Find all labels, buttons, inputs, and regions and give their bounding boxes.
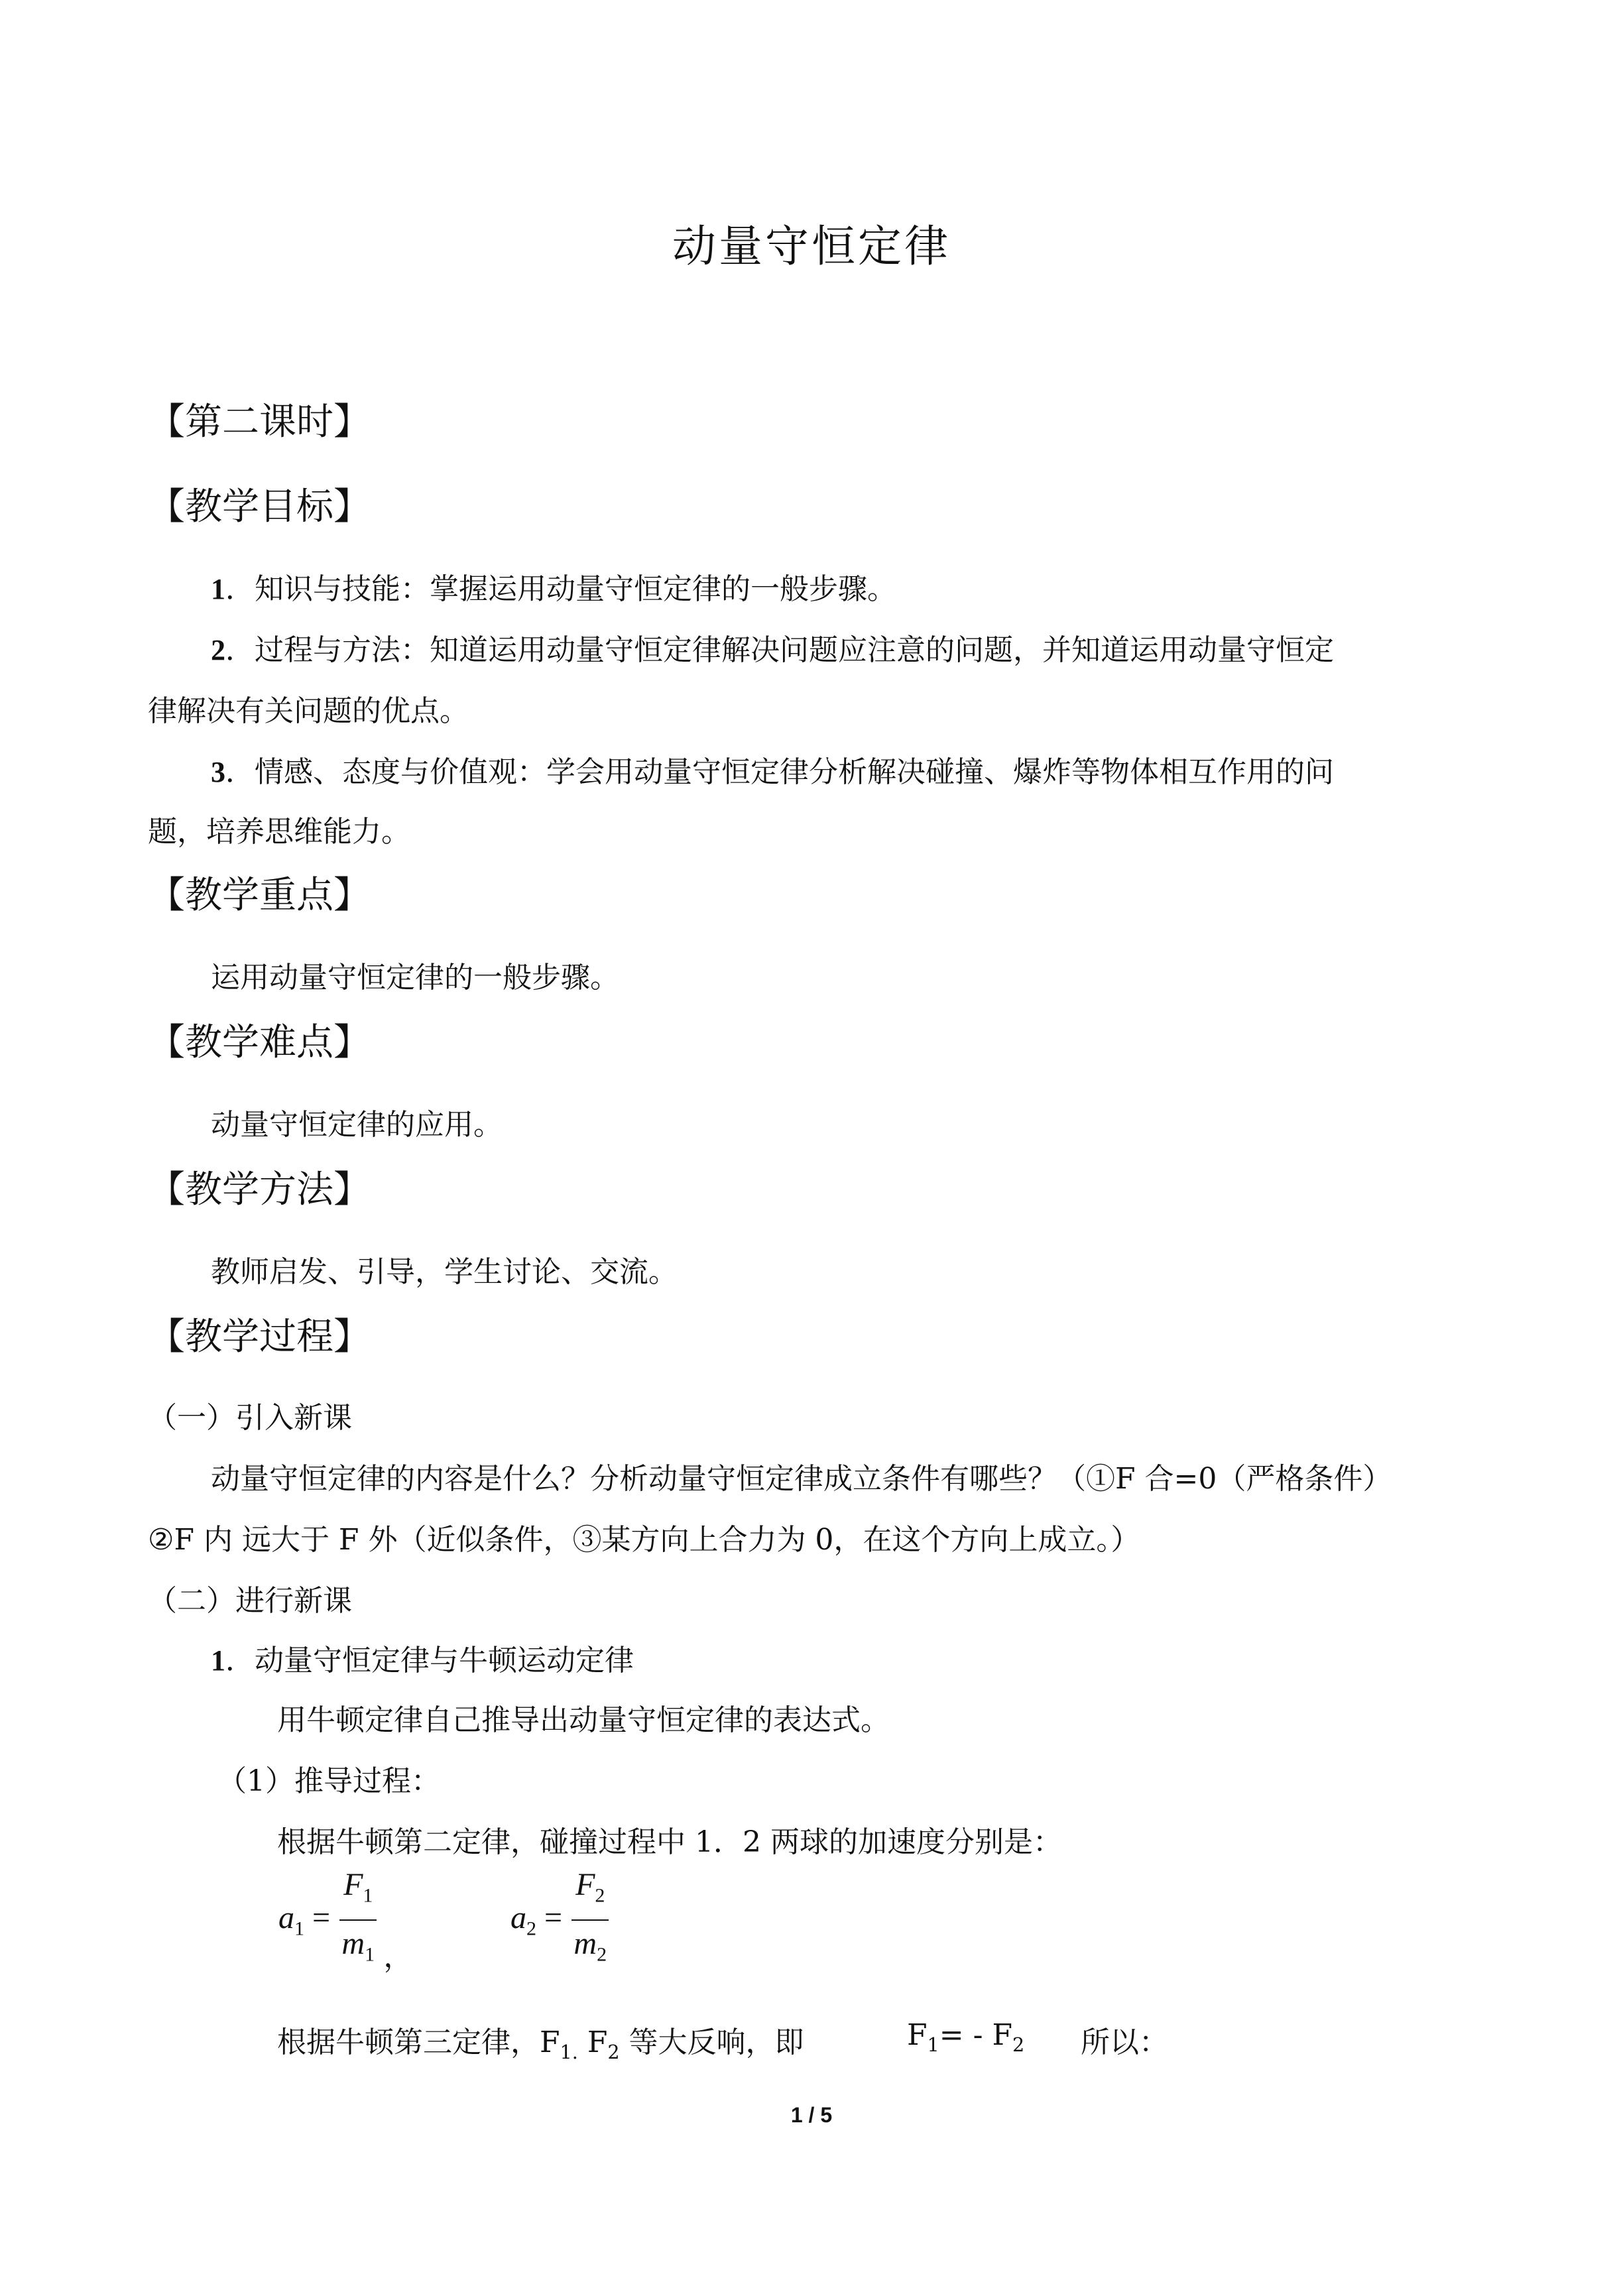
goal-2: [211, 626, 1334, 668]
goal-1-text: ．知识与技能：掌握运用动量守恒定律的一般步骤。: [225, 572, 896, 606]
method-heading: 【教学方法】: [148, 1168, 371, 1211]
page-title: 动量守恒定律: [672, 221, 951, 272]
key-text: 运用动量守恒定律的一般步骤。: [211, 961, 619, 995]
part-1-text-a: 动量守恒定律的内容是什么？分析动量守恒定律成立条件有哪些？（①F 合=0（严格条件）: [211, 1462, 1392, 1496]
formula-a1: [278, 1864, 412, 1975]
goal-3-text-b: 题，培养思维能力。: [148, 815, 410, 849]
goal-2-text-b: 律解决有关问题的优点。: [148, 694, 469, 728]
subsection-1: [211, 1636, 634, 1679]
goal-2-number: 2: [211, 634, 225, 666]
step-1-text: 根据牛顿第二定律，碰撞过程中 1．2 两球的加速度分别是：: [277, 1825, 1062, 1859]
lesson-heading: 【第二课时】: [148, 400, 371, 444]
part-1-heading: （一）引入新课: [148, 1401, 352, 1435]
goal-1-number: 1: [211, 573, 225, 605]
difficulty-heading: 【教学难点】: [148, 1021, 371, 1064]
formula-a1-fraction: $\frac{F_1}{m_1}$: [339, 1864, 377, 1975]
subsection-1-text: ．动量守恒定律与牛顿运动定律: [225, 1644, 634, 1677]
goal-3-text-a: ．情感、态度与价值观：学会用动量守恒定律分析解决碰撞、爆炸等物体相互作用的问: [225, 755, 1334, 789]
third-law-equation: $F_1= - F_2$: [907, 2018, 1025, 2056]
formula-a1-lhs: $a_1$ =: [278, 1900, 331, 1940]
part-2-heading: （二）进行新课: [148, 1584, 352, 1618]
goal-3-number: 3: [211, 756, 225, 788]
third-law-line: 根据牛顿第三定律，$F_{1.}$ $F_2$ 等大反响，即: [277, 2025, 804, 2063]
difficulty-text: 动量守恒定律的应用。: [211, 1108, 503, 1142]
formula-a1-comma: ，: [383, 1941, 413, 1974]
third-law-therefore: 所以：: [1081, 2025, 1168, 2059]
goal-1: [211, 565, 896, 607]
formula-a2: [511, 1864, 609, 1975]
part-1-text-b: ②F 内 远大于 F 外（近似条件，③某方向上合力为 0，在这个方向上成立。）: [148, 1523, 1140, 1557]
formula-a2-lhs: $a_2$ =: [511, 1900, 563, 1940]
goal-3: [211, 748, 1334, 790]
step-1-heading: （1）推导过程：: [217, 1764, 440, 1798]
method-text: 教师启发、引导，学生讨论、交流。: [211, 1255, 678, 1289]
subsection-1-desc: 用牛顿定律自己推导出动量守恒定律的表达式。: [277, 1703, 890, 1737]
process-heading: 【教学过程】: [148, 1315, 371, 1359]
formula-a2-fraction: $\frac{F_2}{m_2}$: [571, 1864, 609, 1975]
key-heading: 【教学重点】: [148, 874, 371, 917]
subsection-1-number: 1: [211, 1644, 225, 1677]
goal-2-text-a: ．过程与方法：知道运用动量守恒定律解决问题应注意的问题，并知道运用动量守恒定: [225, 633, 1334, 667]
goals-heading: 【教学目标】: [148, 485, 371, 528]
page-number: 1 / 5: [790, 2103, 833, 2127]
